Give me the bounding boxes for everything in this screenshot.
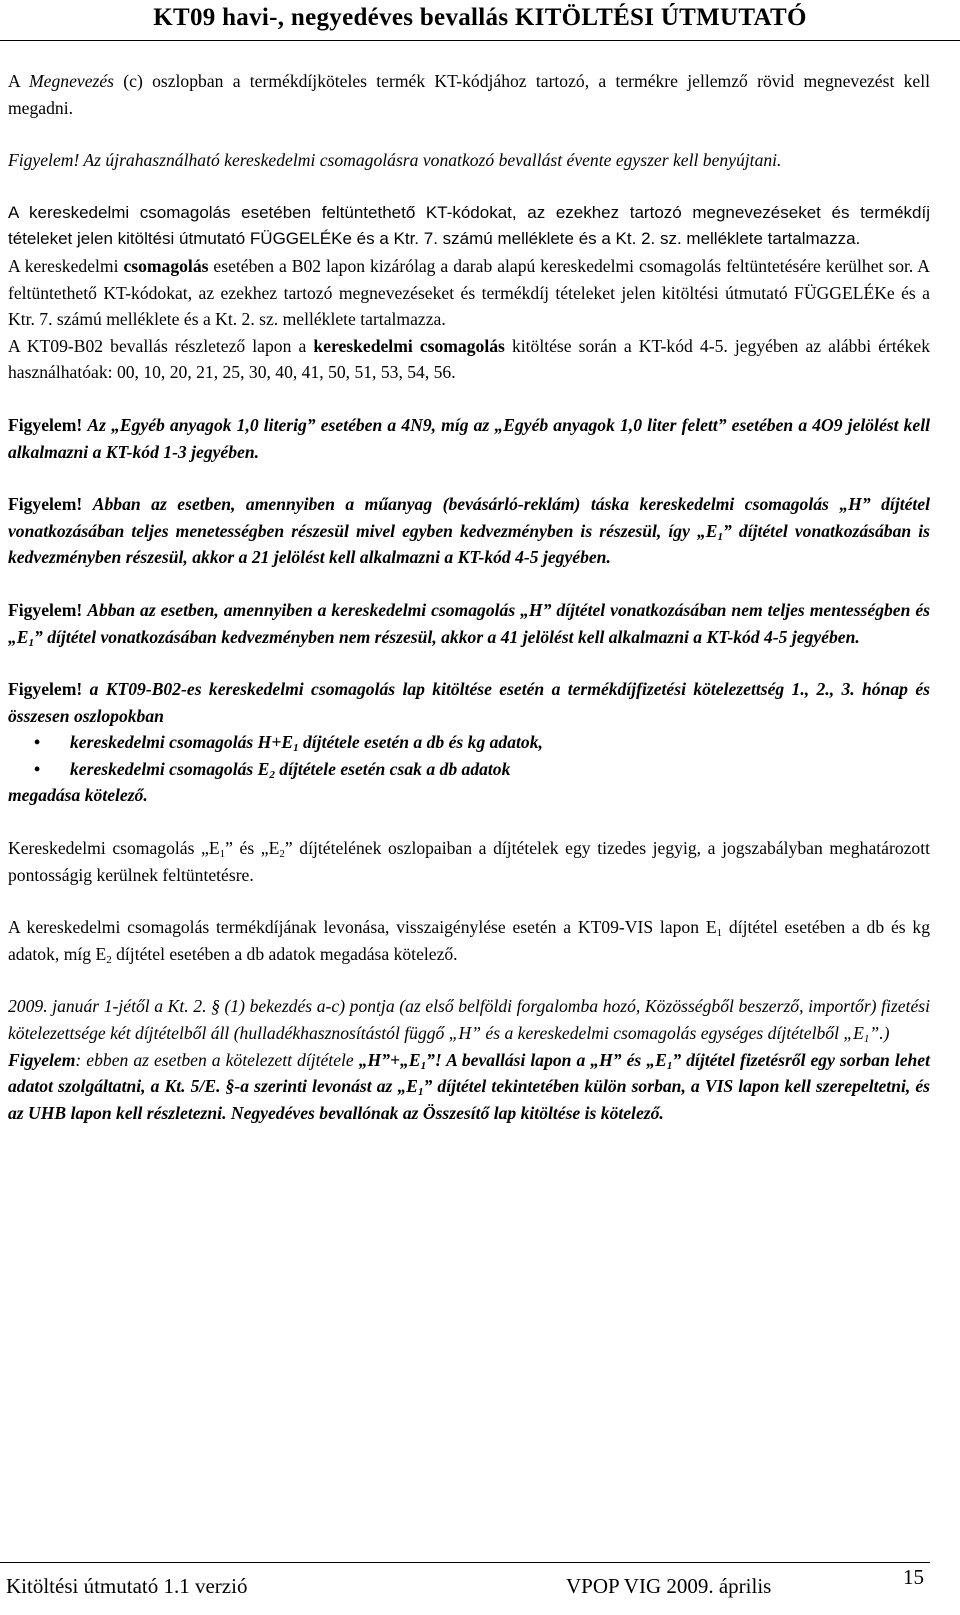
list-item: • kereskedelmi csomagolás $E_2$ díjtétele esetén csak a db adatok	[8, 756, 930, 783]
document-body	[8, 68, 930, 1126]
paragraph-megnevezes: A Megnevezés (c) oszlopban a termékdíjköteles termék KT-kódjához tartozó, a termékre jellemző rövid megnevezést kell megadni.	[8, 71, 931, 118]
paragraph-b02-sheet: A kereskedelmi csomagolás esetében a B02 lapon kizárólag a darab alapú kereskedelmi csomagolás feltüntetésére kerülhet sor. A feltüntethető KT-kódokat, az ezekhez tartozó megnevezéseket és termékdíj tételeket jelen kitöltési útmutató FÜGGELÉKe és a Ktr. 7. számú melléklete és a Kt. 2. sz. melléklete tartalmazza.	[8, 255, 930, 330]
header-divider	[0, 40, 960, 41]
paragraph-warning-other-materials: Figyelem! Az „Egyéb anyagok 1,0 literig” esetében a 4N9, míg az „Egyéb anyagok 1,0 liter felett” esetében a 4O9 jelölést kell alkalmazni a KT-kód 1-3 jegyében.	[8, 414, 930, 462]
page-number: 15	[903, 1565, 924, 1589]
footer-publisher: VPOP VIG 2009. április	[566, 1574, 772, 1598]
paragraph-2009-rules: 2009. január 1-jétől a Kt. 2. § (1) bekezdés a-c) pontja (az első belföldi forgalomba hozó, Közösségből beszerző, importőr) fizetési kötelezettsége két díjtételből áll (hulladékhasznosítástól függő „H” és a kereskedelmi csomagolás egységes díjtételből $„E_1$”.) Figyelem: ebben az esetben a kötelezett díjtétele $„H”+„E_1$”! A bevallási lapon a „H” és $„E_1$” díjtétel fizetésről egy sorban lehet adatot szolgáltatni, a Kt. 5/E. §-a szerinti levonást az $„E_1$” díjtétel tekintetében külön sorban, a VIS lapon kell szerepeltetni, és az UHB lapon kell részletezni. Negyedéves bevallónak az Összesítő lap kitöltése is kötelező.	[8, 996, 931, 1123]
paragraph-warning-plastic-bag: Figyelem! Abban az esetben, amennyiben a műanyag (bevásárló-reklám) táska kereskedelmi csomagolás „H” díjtétel vonatkozásában teljes menetességben részesül mivel egyben kedvezményben is részesül, így $„E_1$” díjtétel vonatkozásában is kedvezményben részesül, akkor a 21 jelölést kell alkalmazni a KT-kód 4-5 jegyében.	[8, 494, 931, 568]
footer-divider	[0, 1562, 930, 1563]
paragraph-decimal-precision: Kereskedelmi csomagolás $„E_1$” és $„E_2$” díjtételének oszlopaiban a díjtételek egy tizedes jegyig, a jogszabályban meghatározott pontosságig kerülnek feltüntetésre.	[8, 838, 930, 885]
document-title: KT09 havi-, negyedéves bevallás KITÖLTÉSI ÚTMUTATÓ	[153, 4, 807, 31]
bullet-icon: •	[34, 732, 41, 753]
page-footer	[0, 1562, 960, 1615]
list-item: • kereskedelmi csomagolás $H+E_1$ díjtétele esetén a db és kg adatok,	[8, 729, 930, 756]
paragraph-warning-reusable: Figyelem! Az újrahasználható kereskedelmi csomagolásra vonatkozó bevallást évente egyszer kell benyújtani.	[8, 150, 782, 171]
page-header	[0, 0, 960, 40]
paragraph-warning-b02-filling: Figyelem! a KT09-B02-es kereskedelmi csomagolás lap kitöltése esetén a termékdíjfizetési kötelezettség 1., 2., 3. hónap és összesen oszlopokban	[8, 679, 930, 726]
footer-version: Kitöltési útmutató 1.1 verzió	[6, 1574, 248, 1598]
bullet-list	[8, 729, 930, 782]
bullet-icon: •	[34, 758, 41, 779]
paragraph-warning-partial-exemption: Figyelem! Abban az esetben, amennyiben a kereskedelmi csomagolás „H” díjtétel vonatkozásában nem teljes mentességben és $„E_1$” díjtétel vonatkozásában kedvezményben nem részesül, akkor a 41 jelölést kell alkalmazni a KT-kód 4-5 jegyében.	[8, 599, 930, 649]
paragraph-deduction: A kereskedelmi csomagolás termékdíjának levonása, visszaigénylése esetén a KT09-VIS lapon $E_1$ díjtétel esetében a db és kg adatok, míg $E_2$ díjtétel esetében a db adatok megadása kötelező.	[8, 917, 930, 966]
paragraph-mandatory: megadása kötelező.	[8, 785, 148, 806]
paragraph-kt-codes: A kereskedelmi csomagolás esetében feltüntethető KT-kódokat, az ezekhez tartozó megnevezéseket és termékdíj tételeket jelen kitöltési útmutató FÜGGELÉKe és a Ktr. 7. számú melléklete és a Kt. 2. sz. melléklete tartalmazza.	[8, 202, 930, 249]
paragraph-kt-values: A KT09-B02 bevallás részletező lapon a kereskedelmi csomagolás kitöltése során a KT-kód 4-5. jegyében az alábbi értékek használhatóak: 00, 10, 20, 21, 25, 30, 40, 41, 50, 51, 53, 54, 56.	[8, 335, 930, 383]
